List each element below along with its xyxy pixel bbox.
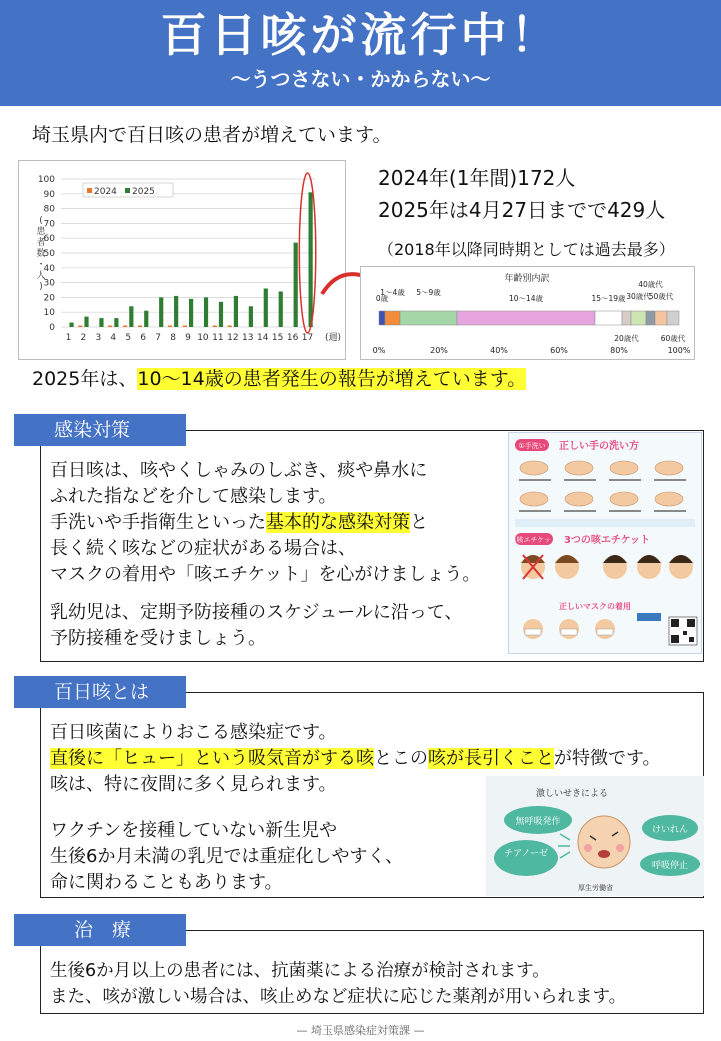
legend-label-2025: 2025 bbox=[132, 187, 155, 197]
bubble-cyanosis: チアノーゼ bbox=[504, 849, 548, 859]
age-x-tick: 80% bbox=[610, 346, 628, 355]
about-paragraph-2 bbox=[50, 818, 403, 896]
page-subtitle: 〜うつさない・かからない〜 bbox=[230, 67, 491, 91]
y-tick-label: 50 bbox=[43, 249, 55, 259]
age-chart-title: 年齢別内訳 bbox=[504, 274, 550, 284]
about-line: 命に関わることもあります。 bbox=[50, 872, 283, 893]
footer-credit: — 埼玉県感染症対策課 — bbox=[296, 1024, 425, 1037]
x-tick-label: 10 bbox=[197, 333, 209, 343]
bar-2025 bbox=[144, 311, 148, 327]
bar-2025 bbox=[204, 297, 208, 327]
age-segment-label: 30歳代 bbox=[626, 292, 651, 301]
stats-block bbox=[378, 162, 675, 266]
about-section-tab: 百日咳とは bbox=[14, 676, 186, 708]
bar-2025 bbox=[129, 306, 133, 327]
bubble-convulsion: けいれん bbox=[651, 825, 689, 835]
y-axis-label-char: ・ bbox=[36, 260, 46, 270]
age-segment bbox=[646, 311, 655, 325]
x-tick-label: 1 bbox=[65, 333, 72, 343]
y-tick-label: 10 bbox=[43, 308, 55, 319]
text-span: とこの bbox=[374, 748, 428, 769]
x-axis-label: (週) bbox=[325, 333, 342, 343]
age-segment bbox=[379, 311, 385, 325]
bar-2025 bbox=[309, 192, 313, 327]
y-axis-label-char: 患 bbox=[36, 227, 46, 237]
legend-label-2024: 2024 bbox=[94, 187, 117, 197]
text-span: 手洗いや手指衛生といった bbox=[50, 512, 266, 533]
poster-tag-etiquette: ②咳エチケット bbox=[510, 536, 558, 544]
y-tick-label: 80 bbox=[43, 204, 55, 215]
age-segment-label: 60歳代 bbox=[660, 334, 686, 343]
age-segment-label: 20歳代 bbox=[614, 334, 639, 343]
bar-2024 bbox=[213, 326, 217, 327]
x-tick-label: 14 bbox=[256, 333, 269, 343]
highlight-basic-measures: 基本的な感染対策 bbox=[266, 512, 410, 533]
about-line: 生後6か月未満の乳児では重症化しやすく、 bbox=[50, 846, 404, 867]
weekly-chart-svg bbox=[19, 161, 345, 359]
x-tick-label: 9 bbox=[185, 333, 191, 343]
poster-tag-handwash: ①手洗い bbox=[518, 442, 546, 450]
infection-line: ふれた指などを介して感染します。 bbox=[50, 486, 337, 507]
age-segment-label: 10〜14歳 bbox=[508, 294, 544, 303]
bar-2025 bbox=[219, 302, 223, 327]
y-tick-label: 0 bbox=[49, 323, 55, 333]
bar-2025 bbox=[249, 306, 253, 327]
page-title: 百日咳が流行中！ bbox=[160, 8, 561, 62]
y-axis-label-char: 人 bbox=[36, 271, 46, 281]
text-span: が特徴です。 bbox=[554, 748, 661, 769]
age-x-tick: 0% bbox=[372, 346, 386, 355]
x-tick-label: 2 bbox=[80, 333, 87, 343]
infection-paragraph-1 bbox=[50, 458, 480, 588]
age-segment bbox=[667, 311, 679, 325]
age-x-tick: 100% bbox=[667, 346, 691, 355]
y-tick-label: 100 bbox=[37, 175, 55, 185]
bar-2024 bbox=[168, 326, 172, 327]
stats-note: （2018年以降同時期としては過去最多） bbox=[378, 240, 675, 259]
poster-heading-mask: 正しいマスクの着用 bbox=[559, 602, 631, 611]
highlight-statement bbox=[32, 364, 526, 391]
y-axis-label-char: 数 bbox=[36, 249, 46, 259]
x-tick-label: 7 bbox=[155, 333, 161, 343]
bar-2024 bbox=[138, 326, 142, 327]
infection-line: 百日咳は、咳やくしゃみのしぶき、痰や鼻水に bbox=[50, 460, 428, 481]
x-tick-label: 6 bbox=[140, 333, 147, 343]
treatment-line: 生後6か月以上の患者には、抗菌薬による治療が検討されます。 bbox=[50, 961, 550, 981]
x-tick-label: 16 bbox=[286, 333, 299, 343]
illustration-caption: 激しいせきによる bbox=[536, 789, 609, 799]
stats-2025: 2025年は4月27日までで429人 bbox=[378, 198, 666, 222]
bar-2025 bbox=[69, 323, 73, 327]
bar-2025 bbox=[264, 289, 268, 327]
poster-heading-handwash: 正しい手の洗い方 bbox=[559, 441, 639, 452]
age-breakdown-chart bbox=[360, 266, 695, 360]
highlight-prolonged: 咳が長引くこと bbox=[428, 748, 554, 769]
infection-line: 予防接種を受けましょう。 bbox=[50, 628, 266, 649]
x-tick-label: 3 bbox=[95, 333, 102, 343]
bar-2025 bbox=[99, 318, 103, 327]
x-tick-label: 8 bbox=[170, 333, 176, 343]
about-line bbox=[50, 746, 661, 772]
x-tick-label: 13 bbox=[242, 333, 254, 343]
y-axis-label-char: 者 bbox=[36, 238, 46, 248]
about-line: 百日咳菌によりおこる感染症です。 bbox=[50, 722, 337, 743]
age-segment-label: 1〜4歳 bbox=[380, 288, 405, 297]
bar-2024 bbox=[123, 326, 127, 327]
highlight-prefix: 2025年は、 bbox=[32, 368, 138, 390]
about-line: ワクチンを接種していない新生児や bbox=[50, 820, 338, 841]
x-tick-label: 17 bbox=[301, 333, 314, 343]
x-tick-label: 4 bbox=[110, 333, 117, 343]
illustration-svg bbox=[486, 776, 704, 896]
treatment-paragraph bbox=[50, 958, 626, 1010]
age-segment-label: 5〜9歳 bbox=[416, 288, 441, 297]
about-line: 咳は、特に夜間に多く見られます。 bbox=[50, 774, 337, 795]
age-x-tick: 20% bbox=[430, 346, 448, 355]
poster-svg bbox=[509, 433, 701, 653]
age-segment-label: 0歳 bbox=[375, 294, 389, 303]
infection-line: 乳幼児は、定期予防接種のスケジュールに沿って、 bbox=[50, 602, 463, 623]
age-segment bbox=[622, 311, 631, 325]
infection-line bbox=[50, 510, 480, 536]
bar-2025 bbox=[84, 317, 88, 327]
age-segment-label: 50歳代 bbox=[648, 292, 674, 301]
bar-2024 bbox=[228, 326, 232, 327]
y-tick-label: 90 bbox=[43, 189, 55, 200]
y-tick-label: 40 bbox=[43, 263, 55, 274]
age-segment-label: 15〜19歳 bbox=[591, 294, 626, 303]
bar-2024 bbox=[108, 326, 112, 327]
x-tick-label: 11 bbox=[212, 333, 224, 343]
bar-2025 bbox=[234, 296, 238, 327]
intro-text: 埼玉県内で百日咳の患者が増えています。 bbox=[32, 124, 392, 146]
illustration-source: 厚生労働省 bbox=[578, 884, 613, 892]
poster-heading-etiquette: 3つの咳エチケット bbox=[563, 535, 651, 546]
age-segment bbox=[595, 311, 622, 325]
stats-2024: 2024年(1年間)172人 bbox=[378, 166, 576, 190]
age-segment bbox=[631, 311, 646, 325]
age-x-tick: 40% bbox=[490, 346, 508, 355]
infection-section-tab: 感染対策 bbox=[14, 414, 186, 446]
bar-2024 bbox=[183, 326, 187, 327]
legend-swatch-2024 bbox=[87, 188, 92, 193]
age-segment bbox=[400, 311, 457, 325]
age-x-tick: 60% bbox=[550, 346, 568, 355]
bar-2025 bbox=[189, 299, 193, 327]
page-header bbox=[0, 0, 721, 106]
bar-2024 bbox=[78, 326, 82, 327]
treatment-line: また、咳が激しい場合は、咳止めなど症状に応じた薬剤が用いられます。 bbox=[50, 987, 627, 1007]
highlight-whoop: 直後に「ヒュー」という吸気音がする咳 bbox=[50, 748, 374, 769]
bar-2025 bbox=[114, 318, 118, 327]
age-segment bbox=[385, 311, 400, 325]
infection-line: マスクの着用や「咳エチケット」を心がけましょう。 bbox=[50, 564, 481, 585]
age-segment bbox=[457, 311, 595, 325]
bubble-respiratory-arrest: 呼吸停止 bbox=[651, 861, 689, 871]
x-tick-label: 15 bbox=[271, 333, 284, 343]
y-tick-label: 30 bbox=[43, 278, 55, 289]
x-tick-label: 12 bbox=[227, 333, 239, 343]
hygiene-poster-image bbox=[508, 432, 702, 654]
y-tick-label: 20 bbox=[43, 293, 55, 304]
y-tick-label: 60 bbox=[43, 234, 55, 245]
bar-2025 bbox=[279, 291, 283, 327]
age-segment bbox=[655, 311, 667, 325]
bar-2025 bbox=[294, 243, 298, 327]
legend-swatch-2025 bbox=[125, 188, 130, 193]
bar-2025 bbox=[174, 296, 178, 327]
coughing-infant-illustration bbox=[486, 776, 704, 896]
age-segment-label: 40歳代 bbox=[638, 280, 663, 289]
y-axis-label-char: ) bbox=[39, 282, 43, 292]
infection-paragraph-2 bbox=[50, 600, 463, 652]
x-tick-label: 5 bbox=[125, 333, 132, 343]
bar-2025 bbox=[159, 297, 163, 327]
y-tick-label: 70 bbox=[43, 219, 55, 230]
age-chart-svg bbox=[361, 267, 694, 359]
text-span: と bbox=[410, 512, 428, 533]
bubble-apnea: 無呼吸発作 bbox=[515, 817, 561, 827]
y-axis-label-char: ( bbox=[39, 216, 43, 226]
treatment-section-tab: 治 療 bbox=[14, 914, 186, 946]
infection-line: 長く続く咳などの症状がある場合は、 bbox=[50, 538, 356, 559]
highlight-marked: 10〜14歳の患者発生の報告が増えています。 bbox=[137, 368, 527, 390]
weekly-cases-chart bbox=[18, 160, 346, 360]
